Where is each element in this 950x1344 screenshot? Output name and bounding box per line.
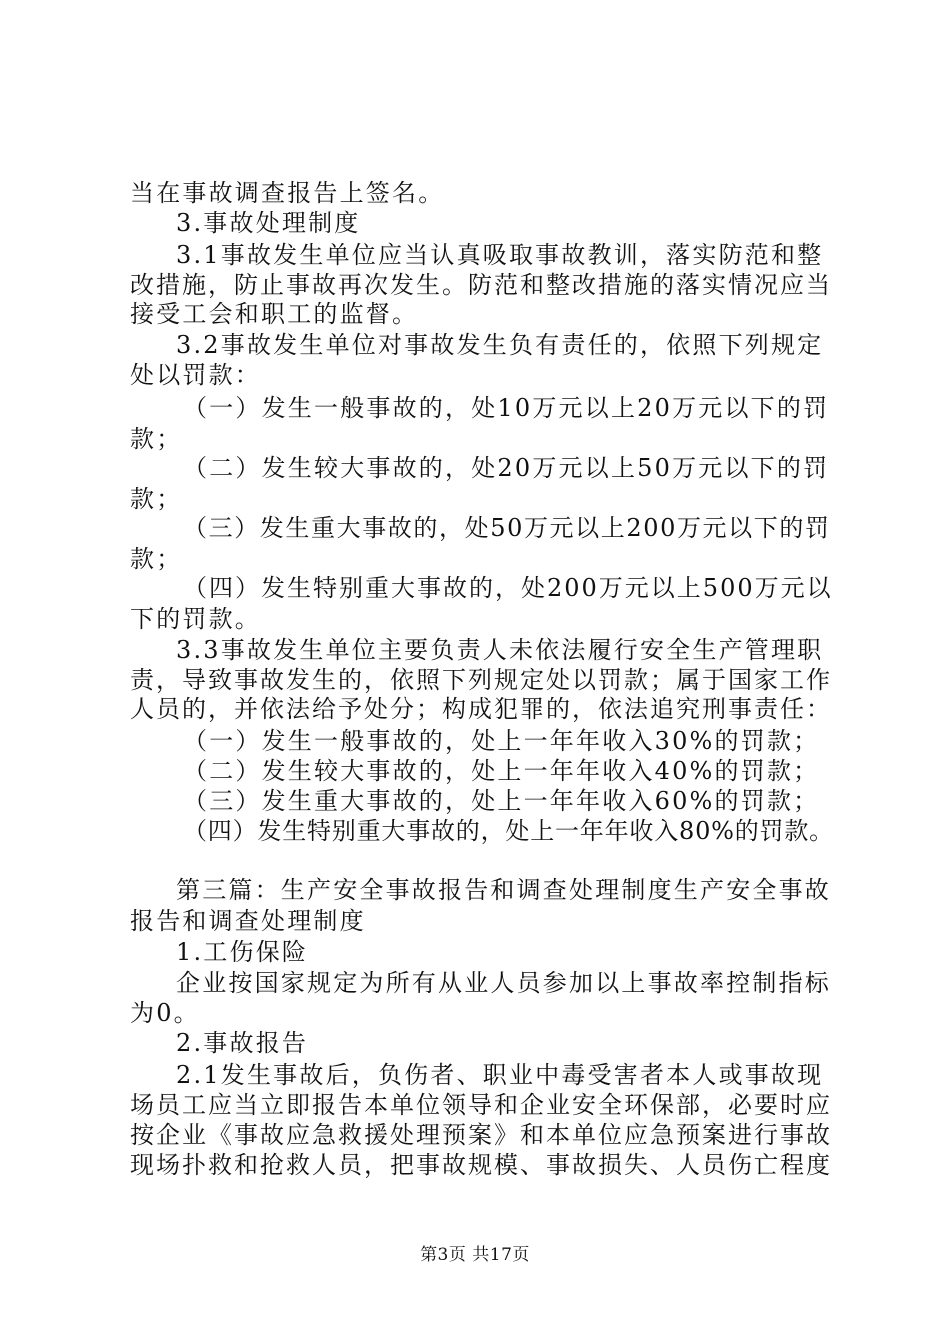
text-line: 3.2事故发生单位对事故发生负有责任的，依照下列规定 (176, 331, 824, 359)
text-line: 接受工会和职工的监督。 (130, 300, 419, 328)
list-item: （一）发生一般事故的，处10万元以上20万元以下的罚 (183, 394, 830, 422)
text-line: 2.1发生事故后，负伤者、职业中毒受害者本人或事故现 (176, 1061, 824, 1089)
text-line: 3.3事故发生单位主要负责人未依法履行安全生产管理职 (176, 636, 824, 664)
text-line: 报告和调查处理制度 (130, 907, 366, 935)
text-line: 处以罚款： (130, 361, 261, 389)
text-line: 当在事故调查报告上签名。 (130, 179, 445, 207)
list-item: （二）发生较大事故的，处20万元以上50万元以下的罚 (183, 454, 830, 482)
text-line: 企业按国家规定为所有从业人员参加以上事故率控制指标 (176, 969, 831, 997)
text-line: 场员工应当立即报告本单位领导和企业安全环保部，必要时应 (130, 1091, 832, 1119)
chapter-heading: 第三篇：生产安全事故报告和调查处理制度生产安全事故 (176, 876, 831, 904)
list-item: （四）发生特别重大事故的，处200万元以上500万元以 (183, 574, 833, 602)
text-line: 款； (130, 485, 183, 513)
text-line: 下的罚款。 (130, 605, 261, 633)
section-heading: 3.事故处理制度 (176, 209, 361, 237)
text-line: 款； (130, 425, 183, 453)
text-line: 款； (130, 545, 183, 573)
text-line: 改措施，防止事故再次发生。防范和整改措施的落实情况应当 (130, 271, 832, 299)
section-heading: 1.工伤保险 (176, 938, 309, 966)
list-item: （二）发生较大事故的，处上一年年收入40%的罚款； (183, 757, 820, 785)
list-item: （四）发生特别重大事故的，处上一年年收入80%的罚款。 (183, 817, 834, 845)
list-item: （三）发生重大事故的，处50万元以上200万元以下的罚 (183, 514, 831, 542)
text-line: 3.1事故发生单位应当认真吸取事故教训，落实防范和整 (176, 241, 824, 269)
list-item: （三）发生重大事故的，处上一年年收入60%的罚款； (183, 787, 820, 815)
section-heading: 2.事故报告 (176, 1029, 309, 1057)
list-item: （一）发生一般事故的，处上一年年收入30%的罚款； (183, 727, 820, 755)
text-line: 按企业《事故应急救援处理预案》和本单位应急预案进行事故 (130, 1121, 832, 1149)
text-line: 责，导致事故发生的，依照下列规定处以罚款；属于国家工作 (130, 666, 832, 694)
text-line: 为0。 (130, 999, 200, 1027)
text-line: 现场扑救和抢救人员，把事故规模、事故损失、人员伤亡程度 (130, 1151, 832, 1179)
text-line: 人员的，并依法给予处分；构成犯罪的，依法追究刑事责任： (130, 695, 832, 723)
page-number-footer: 第3页 共17页 (420, 1245, 530, 1265)
